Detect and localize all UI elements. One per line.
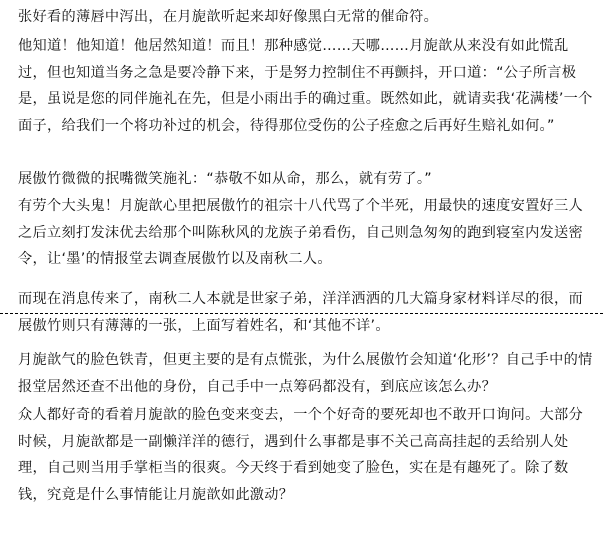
paragraph-4: 有劳个大头鬼！月旎歆心里把展傲竹的祖宗十八代骂了个半死，用最快的速度安置好三人之后立刻打发沫优去给那个叫陈秋风的龙族子弟看伤，自己则急匆匆的跑到寝室内发送密令，让‘墨’的情报堂去调查展傲竹以及南秋二人。 — [18, 198, 584, 267]
page-break-divider — [0, 313, 603, 314]
paragraph-2: 他知道！他知道！他居然知道！而且！那种感觉……天哪……月旎歆从来没有如此慌乱过，但也知道当务之急是要冷静下来，于是努力控制住不再颤抖，开口道：“公子所言极是，虽说是您的同伴施礼在先，但是小雨出手的确过重。既然如此，就请卖我‘花满楼’一个面子，给我们一个将功补过的机会，待得那位受伤的公子痊愈之后再好生赔礼如何。” — [18, 38, 593, 134]
paragraph-5: 而现在消息传来了，南秋二人本就是世家子弟，洋洋洒洒的几大篇身家材料详尽的很，而展傲竹则只有薄薄的一张，上面写着姓名，和‘其他不详’。 — [18, 291, 584, 334]
paragraph-1: 张好看的薄唇中泻出，在月旎歆听起来却好像黑白无常的催命符。 — [18, 9, 439, 25]
paragraph-6: 月旎歆气的脸色铁青，但更主要的是有点慌张，为什么展傲竹会知道‘化形’？自己手中的情报堂居然还查不出他的身份，自己手中一点筹码都没有，到底应该怎么办？ — [18, 352, 593, 395]
paragraph-7: 众人都好奇的看着月旎歆的脸色变来变去，一个个好奇的要死却也不敢开口询问。大部分时候，月旎歆都是一副懒洋洋的德行，遇到什么事都是事不关己高高挂起的丢给别人处理，自己则当用手掌柜当的很爽。今天终于看到她变了脸色，实在是有趣死了。除了数钱，究竟是什么事情能让月旎歆如此激动？ — [18, 407, 584, 503]
paragraph-3: 展傲竹微微的抿嘴微笑施礼：“恭敬不如从命，那么，就有劳了。” — [18, 171, 432, 187]
